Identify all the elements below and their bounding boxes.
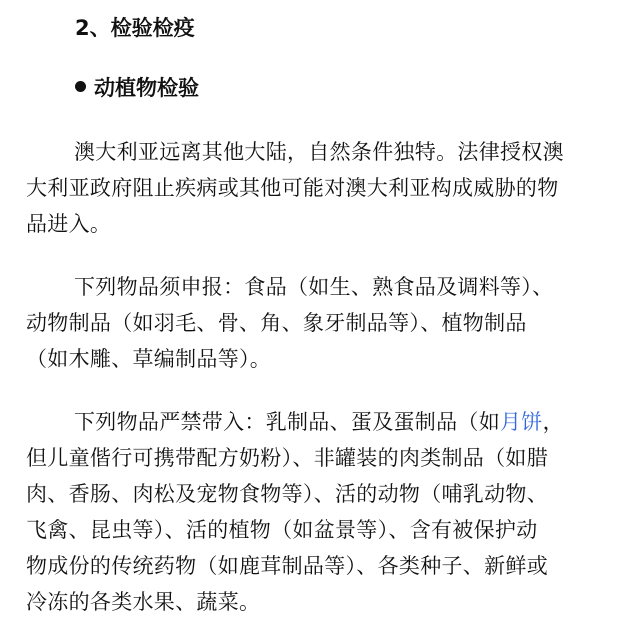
mooncake-link[interactable]: 月饼 xyxy=(500,410,543,434)
paragraph-1-line-1: 澳大利亚远离其他大陆，自然条件独特。法律授权澳 xyxy=(74,140,564,164)
paragraph-2-line-1: 下列物品须申报：食品（如生、熟食品及调料等）、 xyxy=(74,275,554,299)
paragraph-3-line-5: 物成份的传统药物（如鹿茸制品等）、各类种子、新鲜或 xyxy=(26,554,548,578)
paragraph-3-line-1-tail: ， xyxy=(542,410,564,434)
paragraph-1-line-3: 品进入。 xyxy=(26,212,112,236)
paragraph-3 xyxy=(26,404,616,620)
paragraph-2 xyxy=(26,269,616,377)
paragraph-3-line-1-text: 下列物品严禁带入：乳制品、蛋及蛋制品（如 xyxy=(74,410,500,434)
paragraph-1 xyxy=(26,134,616,242)
paragraph-2-line-3: （如木雕、草编制品等）。 xyxy=(26,347,272,371)
subsection-heading xyxy=(75,72,199,104)
paragraph-3-line-3: 肉、香肠、肉松及宠物食物等）、活的动物（哺乳动物、 xyxy=(26,482,548,506)
paragraph-3-line-4: 飞禽、昆虫等）、活的植物（如盆景等）、含有被保护动 xyxy=(26,518,538,542)
paragraph-2-line-2: 动物制品（如羽毛、骨、角、象牙制品等）、植物制品 xyxy=(26,311,527,335)
subsection-heading-text: 动植物检验 xyxy=(94,76,199,100)
paragraph-3-line-6: 冷冻的各类水果、蔬菜。 xyxy=(26,590,261,614)
paragraph-3-line-1 xyxy=(26,404,616,440)
bullet-dot-icon xyxy=(75,81,86,92)
paragraph-1-line-2: 大利亚政府阻止疾病或其他可能对澳大利亚构成威胁的物 xyxy=(26,176,559,200)
paragraph-3-line-2: 但儿童偕行可携带配方奶粉）、非罐装的肉类制品（如腊 xyxy=(26,446,548,470)
section-heading: 2、检验检疫 xyxy=(75,16,195,40)
